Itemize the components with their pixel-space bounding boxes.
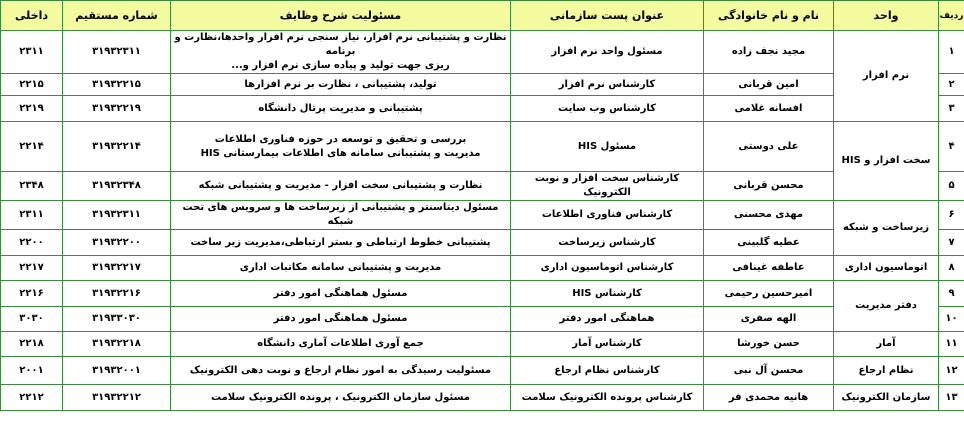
row-number: ۳ (939, 96, 964, 122)
internal-cell: ۲۳۱۱ (1, 201, 63, 230)
name-cell: امیرحسین رحیمی (704, 281, 834, 307)
direct-number-cell: ۳۱۹۳۲۲۱۹ (63, 96, 171, 122)
title-cell: کارشناس سخت افزار و نوبت الکترونیک (511, 172, 704, 201)
title-cell: کارشناس HIS (511, 281, 704, 307)
table-row (1, 172, 964, 201)
duty-cell: مسئولیت رسیدگی به امور نظام ارجاع و نوبت دهی الکترونیک (171, 357, 511, 385)
unit-cell: نظام ارجاع (834, 357, 939, 385)
name-cell: حسن خورشا (704, 332, 834, 357)
header-title: عنوان پست سازمانی (511, 1, 704, 31)
unit-cell: سخت افزار و HIS (834, 122, 939, 201)
internal-cell: ۲۳۴۸ (1, 172, 63, 201)
name-cell: امین قربانی (704, 74, 834, 96)
title-cell: کارشناس آمار (511, 332, 704, 357)
internal-cell: ۳۰۳۰ (1, 307, 63, 332)
direct-number-cell: ۳۱۹۳۲۲۱۶ (63, 281, 171, 307)
duty-cell (171, 122, 511, 172)
header-duties: مسئولیت شرح وظایف (171, 1, 511, 31)
direct-number-cell: ۳۱۹۳۲۲۱۲ (63, 385, 171, 411)
duty-line: ریزی جهت تولید و پیاده سازی نرم افزار و... (231, 60, 450, 71)
name-cell: محسن قربانی (704, 172, 834, 201)
name-cell: مجید نجف زاده (704, 31, 834, 74)
header-unit: واحد (834, 1, 939, 31)
title-cell: کارشناس زیرساخت (511, 230, 704, 256)
internal-cell: ۲۲۱۶ (1, 281, 63, 307)
unit-cell: نرم افزار (834, 31, 939, 122)
direct-number-cell: ۳۱۹۳۲۳۴۸ (63, 172, 171, 201)
title-cell: کارشناس اتوماسیون اداری (511, 256, 704, 281)
row-number: ۵ (939, 172, 964, 201)
row-number: ۱۰ (939, 307, 964, 332)
row-number: ۹ (939, 281, 964, 307)
table-row (1, 31, 964, 74)
table-row (1, 307, 964, 332)
title-cell: مسئول واحد نرم افزار (511, 31, 704, 74)
direct-number-cell: ۳۱۹۳۲۲۱۵ (63, 74, 171, 96)
row-number: ۷ (939, 230, 964, 256)
duty-cell: مسئول هماهنگی امور دفتر (171, 307, 511, 332)
unit-cell: سازمان الکترونیک (834, 385, 939, 411)
header-internal: داخلی (1, 1, 63, 31)
direct-number-cell: ۳۱۹۳۲۲۱۷ (63, 256, 171, 281)
title-cell: کارشناس وب سایت (511, 96, 704, 122)
header-direct-number: شماره مستقیم (63, 1, 171, 31)
table-row (1, 332, 964, 357)
direct-number-cell: ۳۱۹۳۲۲۱۸ (63, 332, 171, 357)
internal-cell: ۲۰۰۱ (1, 357, 63, 385)
duty-cell: جمع آوری اطلاعات آماری دانشگاه (171, 332, 511, 357)
duty-line: بررسی و تحقیق و توسعه در حوزه فناوری اطلاعات (214, 133, 467, 145)
duty-cell: پشتیبانی و مدیریت پرتال دانشگاه (171, 96, 511, 122)
row-number: ۱۲ (939, 357, 964, 385)
table-row (1, 357, 964, 385)
duty-cell: مسئول دیتاسنتر و پشتیبانی از زیرساخت ها و سرویس های تحت شبکه (171, 201, 511, 230)
title-cell: کارشناس نرم افزار (511, 74, 704, 96)
table-row (1, 281, 964, 307)
header-row (1, 1, 964, 31)
table-row (1, 122, 964, 172)
duty-cell: مسئول هماهنگی امور دفتر (171, 281, 511, 307)
name-cell: هانیه محمدی فر (704, 385, 834, 411)
row-number: ۲ (939, 74, 964, 96)
name-cell: محسن آل نبی (704, 357, 834, 385)
table-row (1, 230, 964, 256)
row-number: ۴ (939, 122, 964, 172)
direct-number-cell: ۳۱۹۳۲۳۱۱ (63, 201, 171, 230)
internal-cell: ۲۲۰۰ (1, 230, 63, 256)
duty-cell (171, 31, 511, 74)
row-number: ۱ (939, 31, 964, 74)
header-name: نام و نام خانوادگی (704, 1, 834, 31)
table-row (1, 96, 964, 122)
title-cell: کارشناس پرونده الکترونیک سلامت (511, 385, 704, 411)
unit-cell: زیرساخت و شبکه (834, 201, 939, 256)
table-row (1, 201, 964, 230)
direct-number-cell: ۳۱۹۳۲۲۰۰ (63, 230, 171, 256)
name-cell: مهدی محسنی (704, 201, 834, 230)
duty-cell: پشتیبانی خطوط ارتباطی و بستر ارتباطی،مدیریت زیر ساخت (171, 230, 511, 256)
duty-cell: نظارت و پشتیبانی سخت افزار - مدیریت و پشتیبانی شبکه (171, 172, 511, 201)
name-cell: عاطفه غینافی (704, 256, 834, 281)
row-number: ۱۳ (939, 385, 964, 411)
internal-cell: ۲۲۱۸ (1, 332, 63, 357)
header-row-number: ردیف (939, 1, 964, 31)
internal-cell: ۲۲۱۴ (1, 122, 63, 172)
direct-number-cell: ۳۱۹۳۲۳۱۱ (63, 31, 171, 74)
name-cell: الهه صفری (704, 307, 834, 332)
row-number: ۸ (939, 256, 964, 281)
unit-cell: اتوماسیون اداری (834, 256, 939, 281)
direct-number-cell: ۳۱۹۳۲۰۰۱ (63, 357, 171, 385)
duty-cell: مسئول سازمان الکترونیک ، پرونده الکترونیک سلامت (171, 385, 511, 411)
unit-cell: آمار (834, 332, 939, 357)
table-row (1, 385, 964, 411)
duty-line: نظارت و پشتیبانی نرم افزار، نیاز سنجی نرم افزار واحدها،نظارت و برنامه (174, 32, 507, 57)
direct-number-cell: ۳۱۹۳۲۲۱۴ (63, 122, 171, 172)
table-row (1, 256, 964, 281)
internal-cell: ۲۳۱۱ (1, 31, 63, 74)
direct-number-cell: ۳۱۹۳۳۰۳۰ (63, 307, 171, 332)
unit-cell: دفتر مدیریت (834, 281, 939, 332)
title-cell: هماهنگی امور دفتر (511, 307, 704, 332)
table-row (1, 74, 964, 96)
duty-cell: تولید، پشتیبانی ، نظارت بر نرم افزارها (171, 74, 511, 96)
internal-cell: ۲۲۱۲ (1, 385, 63, 411)
name-cell: علی دوستی (704, 122, 834, 172)
duty-line: مدیریت و پشتیبانی سامانه های اطلاعات بیمارستانی HIS (200, 147, 481, 159)
name-cell: افسانه غلامی (704, 96, 834, 122)
internal-cell: ۲۲۱۵ (1, 74, 63, 96)
title-cell: کارشناس نظام ارجاع (511, 357, 704, 385)
row-number: ۶ (939, 201, 964, 230)
title-cell: مسئول HIS (511, 122, 704, 172)
duty-cell: مدیریت و پشتیبانی سامانه مکاتبات اداری (171, 256, 511, 281)
row-number: ۱۱ (939, 332, 964, 357)
title-cell: کارشناس فناوری اطلاعات (511, 201, 704, 230)
internal-cell: ۲۲۱۹ (1, 96, 63, 122)
name-cell: عطیه گلبینی (704, 230, 834, 256)
internal-cell: ۲۲۱۷ (1, 256, 63, 281)
